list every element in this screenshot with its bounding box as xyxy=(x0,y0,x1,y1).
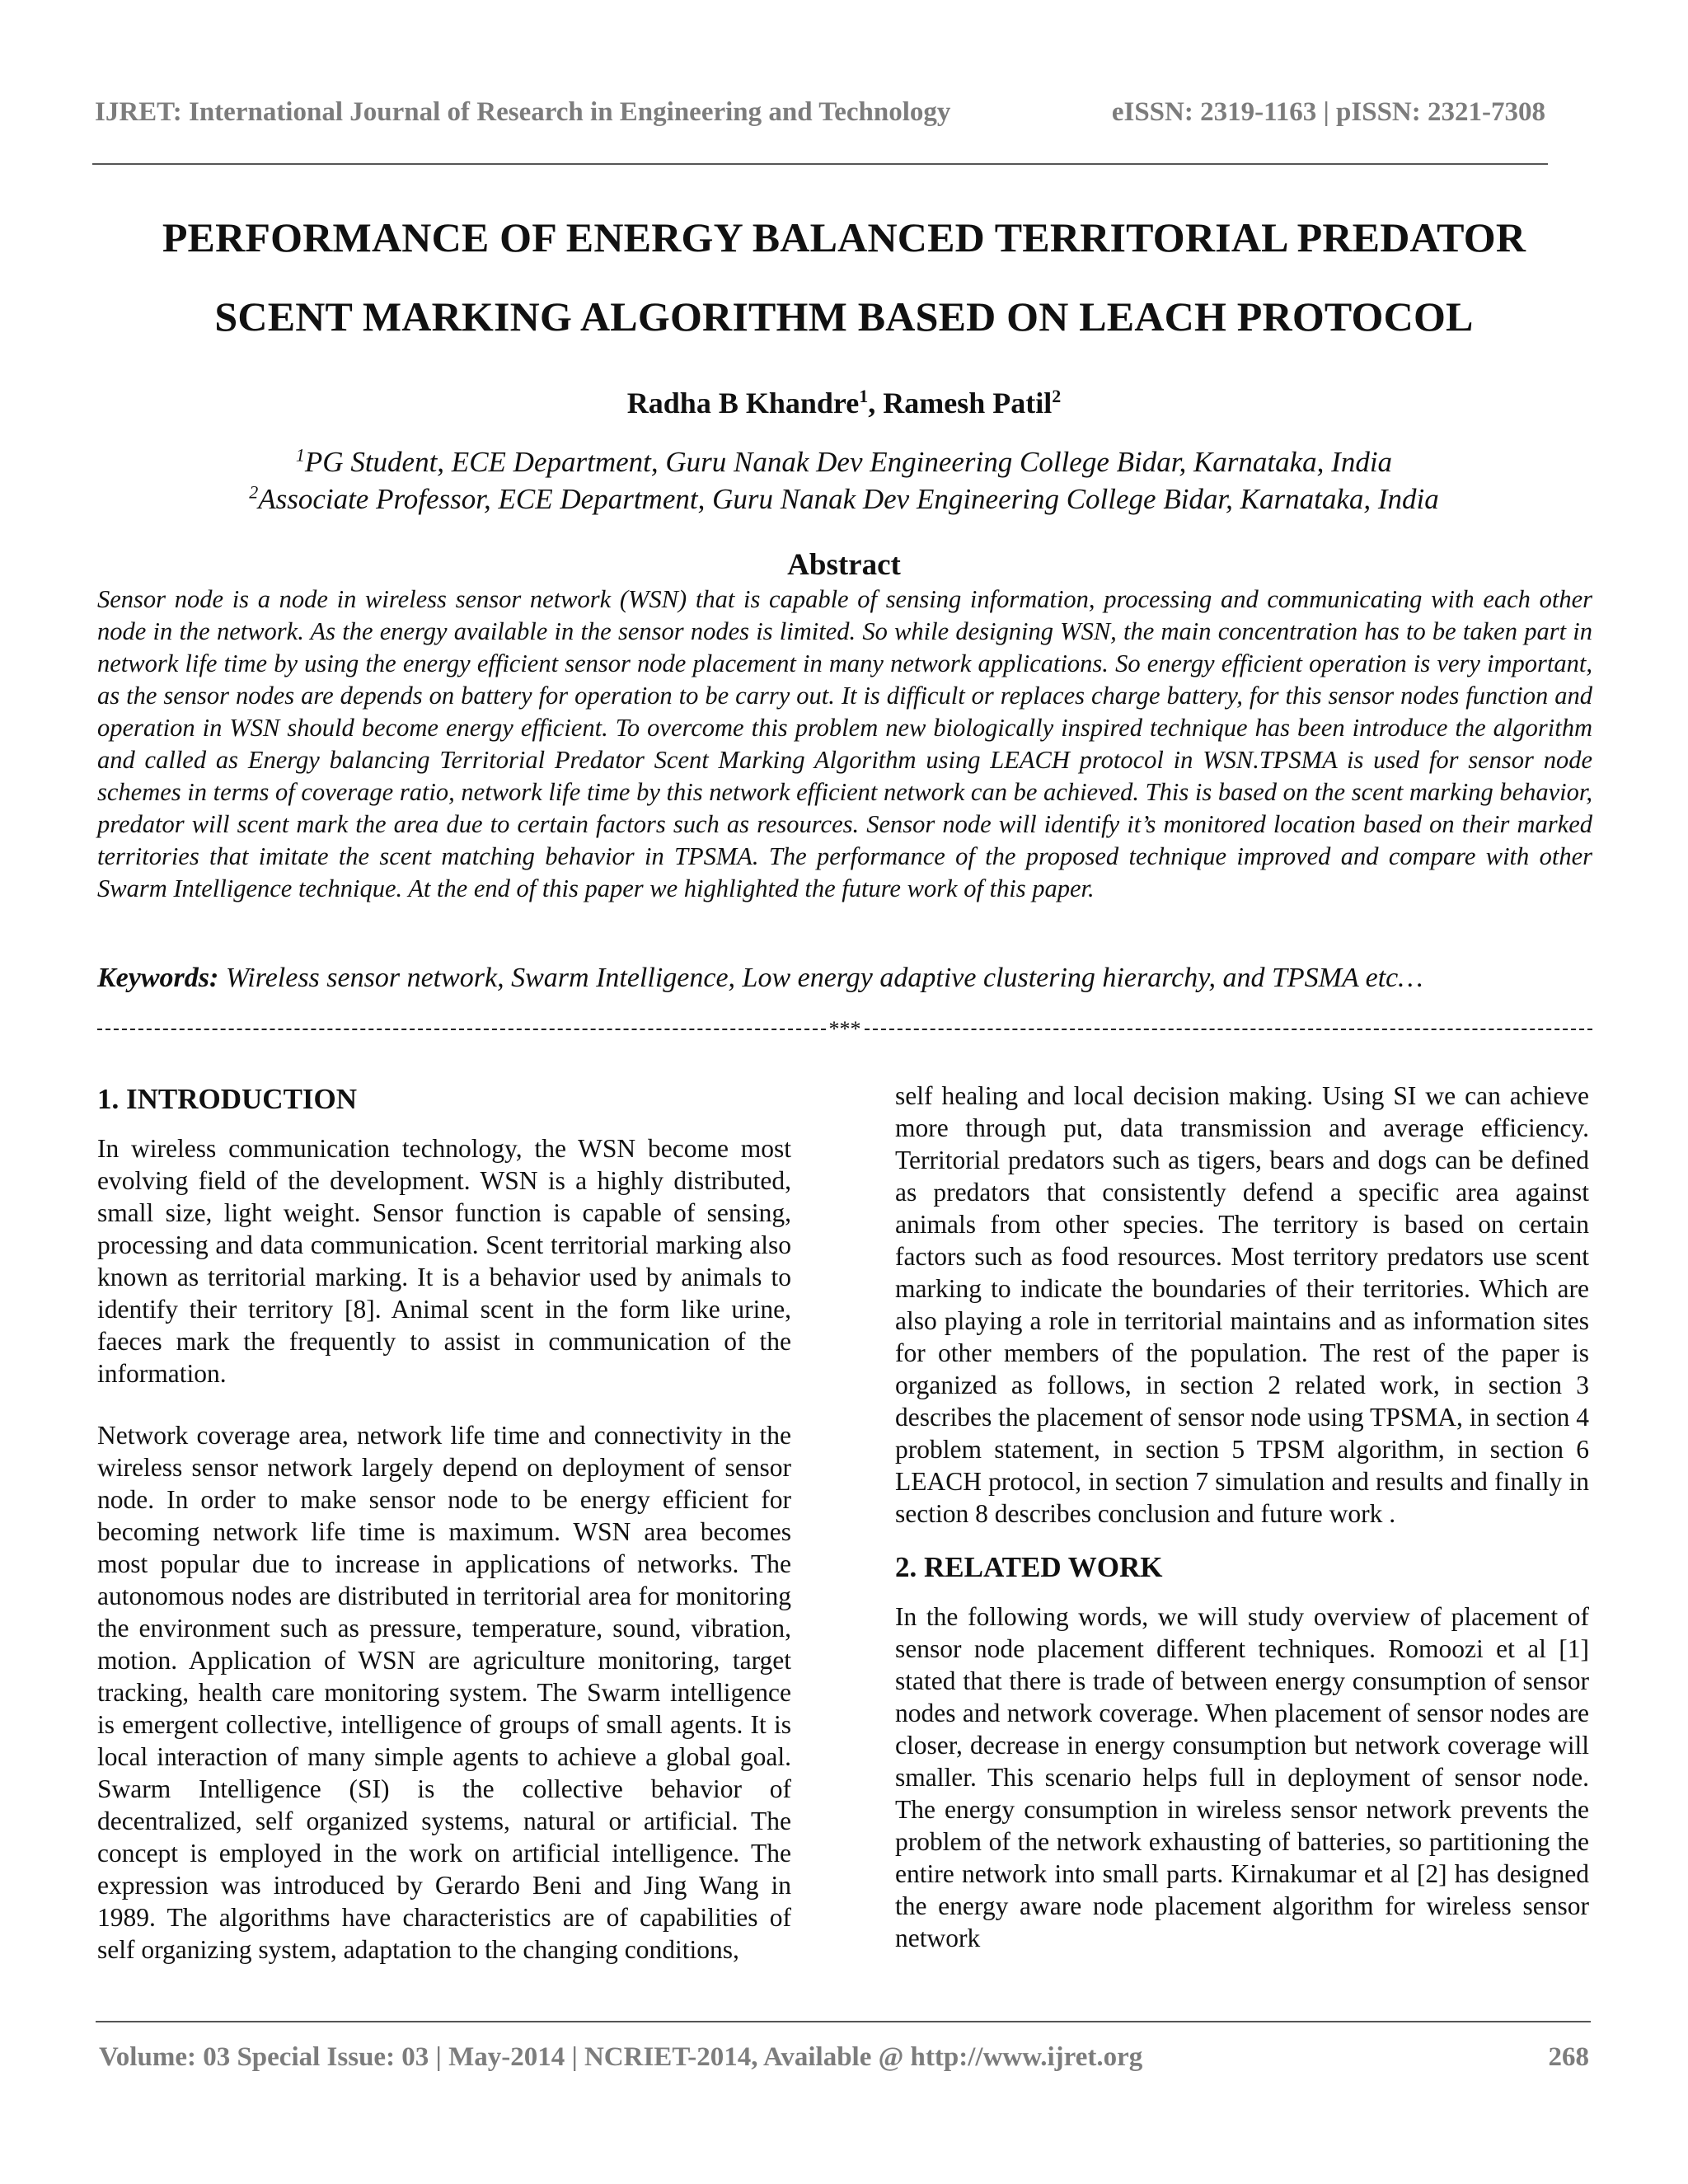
affiliation-2: $^2$Associate Professor, ECE Department, Guru Nanak Dev Engineering College Bidar, Karnataka, India xyxy=(249,481,1439,515)
title-line-1: PERFORMANCE OF ENERGY BALANCED TERRITORIAL PREDATOR xyxy=(162,214,1526,260)
intro-paragraph-3: self healing and local decision making. Using SI we can achieve more through put, data transmission and average efficiency. Territorial predators such as tigers, bears and dogs can be defined as predators that consistently defend a specific area against animals from other species. The territory is based on certain factors such as food resources. Most territory predators use scent marking to indicate the boundaries of their territories. Which are also playing a role in territorial maintains and as information sites for other members of the population. The rest of the paper is organized as follows, in section 2 related work, in section 3 describes the placement of sensor node using TPSMA, in section 4 problem statement, in section 5 TPSM algorithm, in section 6 LEACH protocol, in section 7 simulation and results and finally in section 8 describes conclusion and future work . xyxy=(895,1081,1589,1528)
separator-line-left xyxy=(97,1029,826,1030)
journal-name: IJRET: International Journal of Research in Engineering and Technology xyxy=(95,97,951,127)
left-column xyxy=(97,1081,791,1995)
running-footer xyxy=(99,2042,1589,2075)
author-1: Radha B Khandre xyxy=(626,387,860,419)
affiliations xyxy=(0,443,1688,518)
running-header xyxy=(95,97,1545,130)
related-work-paragraph-1: In the following words, we will study overview of placement of sensor node placement different techniques. Romoozi et al [1] stated that there is trade of between energy consumption of sensor nodes and network coverage. When placement of sensor nodes are closer, decrease in energy consumption but network coverage will smaller. This scenario helps full in deployment of sensor node. The energy consumption in wireless sensor network prevents the problem of the network exhausting of batteries, so partitioning the entire network into small parts. Kirnakumar et al [2] has designed the energy aware node placement algorithm for wireless sensor network xyxy=(895,1602,1589,1952)
author-list xyxy=(0,386,1688,420)
separator-line-right xyxy=(865,1029,1593,1030)
right-column xyxy=(895,1080,1589,1984)
title-line-2: SCENT MARKING ALGORITHM BASED ON LEACH PROTOCOL xyxy=(214,293,1474,340)
abstract-heading: Abstract xyxy=(787,548,901,582)
issn: eISSN: 2319-1163 | pISSN: 2321-7308 xyxy=(1111,97,1545,127)
affiliation-1: $^1$PG Student, ECE Department, Guru Nanak Dev Engineering College Bidar, Karnataka, India xyxy=(295,444,1393,478)
paper-title xyxy=(82,198,1606,356)
keywords xyxy=(97,963,1592,994)
section-separator xyxy=(97,1015,1592,1043)
intro-paragraph-1: In wireless communication technology, the WSN become most evolving field of the development. WSN is a highly distributed, small size, light weight. Sensor function is capable of sensing, processing and data communication. Scent territorial marking also known as territorial marking. It is a behavior used by animals to identify their territory [8]. Animal scent in the form like urine, faeces mark the frequently to assist in communication of the information. xyxy=(97,1134,791,1388)
section-1-heading: 1. INTRODUCTION xyxy=(97,1083,358,1115)
abstract-body: Sensor node is a node in wireless sensor network (WSN) that is capable of sensing information, processing and communicating with each other node in the network. As the energy available in the sensor nodes is limited. So while designing WSN, the main concentration has to be taken part in network life time by using the energy efficient sensor node placement in many network applications. So energy efficient operation is very important, as the sensor nodes are depends on battery for operation to be carry out. It is difficult or replaces charge battery, for this sensor nodes function and operation in WSN should become energy efficient. To overcome this problem new biologically inspired technique has been introduce the algorithm and called as Energy balancing Territorial Predator Scent Marking Algorithm using LEACH protocol in WSN.TPSMA is used for sensor node schemes in terms of coverage ratio, network life time by this network efficient network can be achieved. This is based on the scent marking behavior, predator will scent mark the area due to certain factors such as resources. Sensor node will identify it’s monitored location based on their marked territories that imitate the scent matching behavior in TPSMA. The performance of the proposed technique improved and compare with other Swarm Intelligence technique. At the end of this paper we highlighted the future work of this paper. xyxy=(97,585,1592,902)
keywords-text: Wireless sensor network, Swarm Intelligence, Low energy adaptive clustering hierarchy, and TPSMA etc… xyxy=(218,963,1423,993)
footer-divider xyxy=(96,2021,1591,2022)
intro-paragraph-2: Network coverage area, network life time and connectivity in the wireless sensor network largely depend on deployment of sensor node. In order to make sensor node to be energy efficient for becoming network life time is maximum. WSN area becomes most popular due to increase in applications of networks. The autonomous nodes are distributed in territorial area for monitoring the environment such as pressure, temperature, sound, vibration, motion. Application of WSN are agriculture monitoring, target tracking, health care monitoring system. The Swarm intelligence is emergent collective, intelligence of groups of small agents. It is local interaction of many simple agents to achieve a global goal. Swarm Intelligence (SI) is the collective behavior of decentralized, self organized systems, natural or artificial. The concept is employed in the work on artificial intelligence. The expression was introduced by Gerardo Beni and Jing Wang in 1989. The algorithms have characteristics are of capabilities of self organizing system, adaptation to the changing conditions, xyxy=(97,1421,791,1964)
author-1-affil-mark: 1 xyxy=(859,386,869,406)
author-2: Ramesh Patil xyxy=(883,387,1053,419)
author-separator: , xyxy=(868,387,884,419)
author-2-affil-mark: 2 xyxy=(1052,386,1062,406)
separator-stars: *** xyxy=(828,1017,861,1041)
header-divider xyxy=(92,163,1548,165)
keywords-label: Keywords: xyxy=(97,963,219,993)
footer-citation: Volume: 03 Special Issue: 03 | May-2014 | NCRIET-2014, Available @ http://www.ijret.org xyxy=(99,2042,1143,2072)
section-2-heading: 2. RELATED WORK xyxy=(895,1551,1163,1583)
page-number: 268 xyxy=(1548,2042,1589,2072)
